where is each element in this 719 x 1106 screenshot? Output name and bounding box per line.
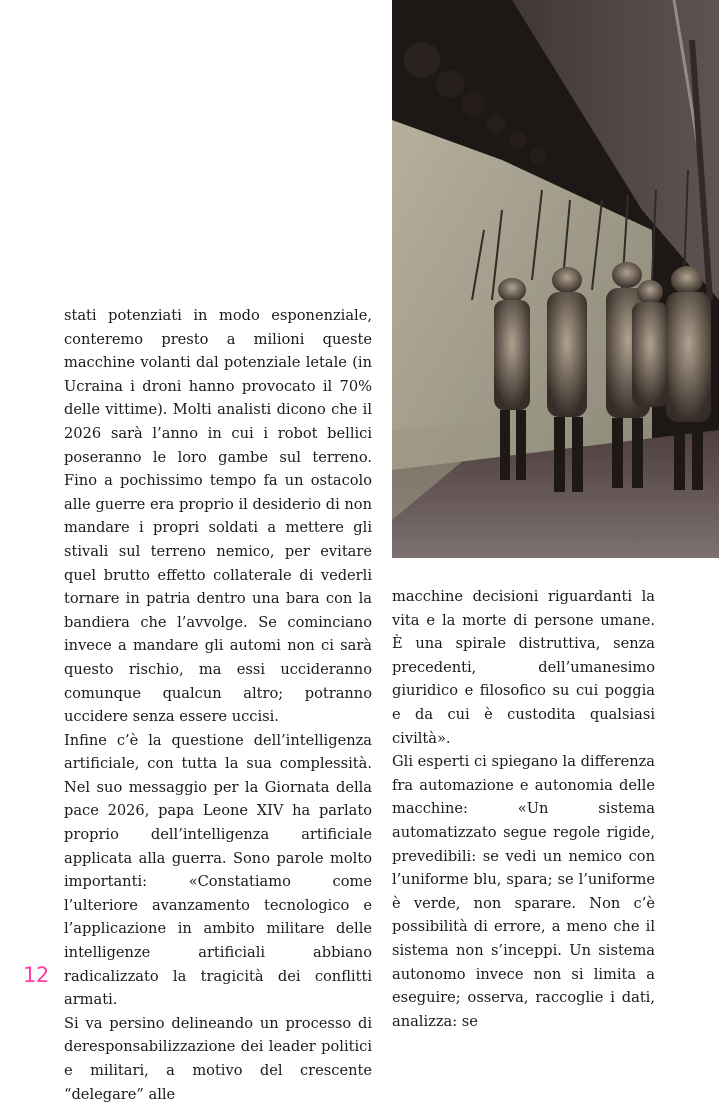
paragraph: Gli esperti ci spiegano la differenza fra automazione e autonomia delle macchine: «Un sistema automatizzato segue regole rigide, prevedibili: se vedi un nemico con l’uniforme blu, spara; se l’uniforme è verde, non sparare. Non c’è possibilità di errore, a meno che il sistema non s’inceppi. Un sistema autonomo invece non si limita a eseguire; osserva, raccoglie i dati, analizza: se [392, 753, 655, 1030]
page-number: 12 [23, 963, 49, 987]
paragraph: Si va persino delineando un processo di deresponsabilizzazione dei leader politici e militari, a motivo del crescente “delegare” alle [64, 1014, 372, 1103]
paragraph: stati potenziati in modo esponenziale, conteremo presto a milioni queste macchine volanti dal potenziale letale (in Ucraina i droni hanno provocato il 70% delle vittime). Molti analisti dicono che il 2026 sarà l’anno in cui i robot bellici poseranno le loro gambe sul terreno. Fino a pochissimo tempo fa un ostacolo alle guerre era proprio il desiderio di non mandare i propri soldati a mettere gli stivali sul terreno nemico, per evitare quel brutto effetto collaterale di vederli tornare in patria dentro una bara con la bandiera che l’avvolge. Se cominciano invece a mandare gli automi non ci sarà questo rischio, ma essi uccideranno comunque qualcun altro; potranno uccidere senza essere uccisi. [64, 307, 372, 726]
paragraph: macchine decisioni riguardanti la vita e la morte di persone umane. È una spirale distruttiva, senza precedenti, dell’umanesimo giuridico e filosofico su cui poggia e da cui è custodita qualsiasi civiltà». [392, 588, 655, 747]
museum-armor-photo [392, 0, 719, 558]
article-column-left [64, 304, 372, 1106]
article-column-right [392, 585, 655, 1033]
paragraph: Infine c’è la questione dell’intelligenza artificiale, con tutta la sua complessità. Nel suo messaggio per la Giornata della pace 2026, papa Leone XIV ha parlato proprio dell’intelligenza artificiale applicata alla guerra. Sono parole molto importanti: «Constatiamo come l’ulteriore avanzamento tecnologico e l’applicazione in ambito militare delle intelligenze artificiali abbiano radicalizzato la tragicità dei conflitti armati. [64, 731, 372, 1009]
